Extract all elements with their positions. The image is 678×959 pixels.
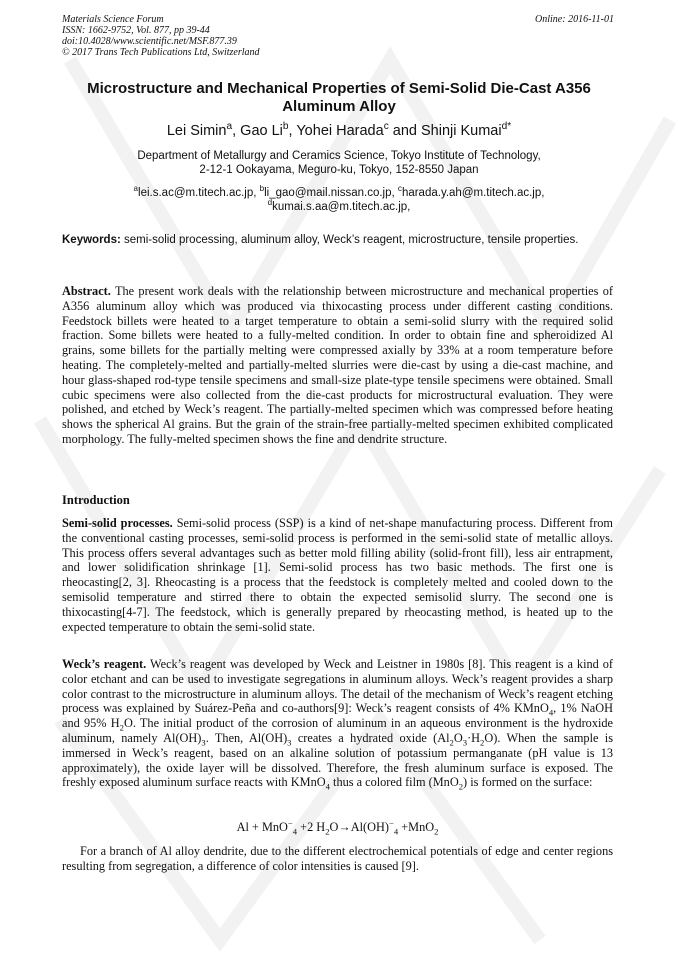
semi-solid-label: Semi-solid processes. — [62, 516, 173, 530]
title-line-2: Aluminum Alloy — [282, 98, 396, 115]
author-separator: , — [232, 123, 241, 139]
equation-term: Al + MnO — [236, 820, 288, 834]
keywords-text: semi-solid processing, aluminum alloy, Weck’s reagent, microstructure, tensile properties. — [120, 234, 579, 246]
subscript: 2 — [458, 781, 464, 792]
affiliation-line-2: 2-12-1 Ookayama, Meguro-ku, Tokyo, 152-8550 Japan — [199, 164, 479, 176]
equation-term: +2 H — [297, 820, 326, 834]
introduction-heading: Introduction — [62, 493, 130, 507]
email-mark: b — [259, 184, 265, 194]
keywords-label: Keywords: — [62, 234, 121, 246]
semi-solid-text: Semi-solid process (SSP) is a kind of net-shape manufacturing process. Different from the conventional casting processes, semi-solid process is performed in the semi-solid state of metallic alloys. This process offers several advantages such as better mold filling ability (solid-front fill), less air entrapment, and lower solidification shrinkage [1]. Semi-solid process has two basic methods. The first one is rheocasting[2, 3]. Rheocasting is a process that the feedstock is completely melted and cooled down to the semisolid temperature and stirred there to obtain the expected semisolid slurry. The second one is thixocasting[4-7]. The feedstock, which is generally prepared by rheocasting method, is heated up to the expected temperature to obtain the semi-solid state. — [62, 516, 613, 634]
weck-text: , 1% NaOH and 95% H — [62, 701, 613, 731]
subscript: 2 — [119, 722, 124, 733]
email-mark: a — [133, 184, 139, 194]
subscript: 3 — [201, 737, 206, 748]
keywords — [62, 234, 613, 248]
author-name: Yohei Harada — [296, 123, 384, 139]
email-link[interactable]: lei.s.ac@m.titech.ac.jp, — [138, 187, 260, 199]
author-name: Shinji Kumai — [421, 123, 502, 139]
subscript: 2 — [480, 737, 485, 748]
affiliation-line-1: Department of Metallurgy and Ceramics Science, Tokyo Institute of Technology, — [137, 150, 541, 162]
author-separator: and — [388, 123, 421, 139]
email-line-2 — [62, 200, 616, 214]
weck-text: O. The initial product of the corrosion of aluminum in an aqueous environment is the hydroxide aluminum, namely Al(OH) — [62, 716, 613, 745]
online-date: Online: 2016-11-01 — [535, 14, 614, 25]
weck-text: ) is formed on the surface: — [463, 775, 593, 790]
weck-text: O). When the sample is immersed in Weck’s reagent, based on an alkaline solution of potassium permanganate (pH value is 13 approximately), the oxide layer will be dissolved. Therefore, the fresh aluminum surface is exposed. The freshly exposed aluminum surface reacts with KMnO — [62, 730, 613, 790]
author-mark: b — [282, 121, 289, 133]
email-link[interactable]: harada.y.ah@m.titech.ac.jp, — [401, 187, 545, 199]
subscript: 3 — [287, 737, 292, 748]
weck-text: O — [453, 730, 463, 745]
email-link[interactable]: li_gao@mail.nissan.co.jp, — [264, 187, 398, 199]
email-mark: d — [267, 198, 273, 208]
email-link[interactable]: kumai.s.aa@m.titech.ac.jp, — [272, 201, 411, 213]
semi-solid-paragraph — [62, 516, 613, 634]
issn-line: ISSN: 1662-9752, Vol. 877, pp 39-44 — [62, 25, 210, 36]
title-line-1: Microstructure and Mechanical Properties of Semi-Solid Die-Cast A356 — [87, 80, 591, 97]
author-list — [62, 122, 616, 140]
author-mark: a — [226, 121, 233, 133]
equation-term: +MnO — [398, 820, 435, 834]
dendrite-paragraph: For a branch of Al alloy dendrite, due to the different electrochemical potentials of edge and center regions resulting from segregation, a difference of color intensities is caused [9]. — [62, 844, 613, 873]
journal-name: Materials Science Forum — [62, 14, 164, 25]
author-mark: c — [383, 121, 389, 133]
subscript: 4 — [292, 826, 298, 837]
weck-text: ·H — [467, 730, 481, 745]
subscript: 4 — [393, 826, 399, 837]
subscript: 4 — [548, 707, 554, 718]
abstract-text: The present work deals with the relationship between microstructure and mechanical properties of A356 aluminum alloy which was produced via thixocasting process under different casting conditions. Feedstock billets were heated to a target temperature to obtain a semi-solid slurry with the required solid fraction. Some billets were heated to a fully-melted condition. In order to obtain fine and spheroidized Al grains, some billets for the partially melting were compressed axially by 33% at a room temperature before heating. The completely-melted and partially-melted slurries were die-cast by using a die-cast machine, and hour glass-shaped rod-type tensile specimens and small-size plate-type tensile specimens were obtained. Small cubic specimens were also collected from the die-cast products for microstructural evaluation. They were polished, and etched by Weck’s reagent. The partially-melted specimen which was compressed before heating shows the spherical Al grains. But the grain of the strain-free partially-melted specimen exhibited complicated morphology. The fully-melted specimen shows the fine and dendrite structure. — [62, 284, 613, 446]
charge: − — [388, 817, 394, 828]
weck-text: creates a hydrated oxide (Al — [291, 730, 450, 745]
equation-term: O→Al(OH) — [329, 820, 389, 834]
author-name: Lei Simin — [166, 123, 227, 139]
journal-header — [62, 14, 260, 58]
author-emails — [62, 186, 616, 214]
email-line-1 — [62, 186, 616, 200]
chemical-equation — [62, 817, 613, 837]
subscript: 4 — [325, 781, 330, 792]
subscript: 2 — [449, 737, 454, 748]
doi-line: doi:10.4028/www.scientific.net/MSF.877.39 — [62, 36, 237, 47]
subscript: 2 — [434, 826, 439, 837]
email-mark: c — [397, 184, 402, 194]
weck-text: Weck’s reagent was developed by Weck and Leistner in 1980s [8]. This reagent is a kind of color etchant and can be used to investigate segregations in aluminum alloys. Weck’s reagent provides a sharp color contrast to the microstructure in aluminum alloys. The detail of the mechanism of Weck’s reagent etching process was explained by Suárez-Peña and co-authors[9]: Weck’s reagent consists of 4% KMnO — [62, 657, 614, 716]
charge: − — [287, 817, 293, 828]
abstract — [62, 284, 613, 447]
copyright-line: © 2017 Trans Tech Publications Ltd, Switzerland — [62, 47, 260, 58]
subscript: 3 — [462, 737, 468, 748]
weck-text: . Then, Al(OH) — [205, 730, 288, 745]
affiliation — [62, 149, 616, 177]
author-name: Gao Li — [240, 123, 283, 139]
abstract-label: Abstract. — [62, 284, 111, 298]
weck-paragraph — [62, 657, 613, 790]
paper-title — [62, 80, 616, 116]
subscript: 2 — [325, 826, 330, 837]
weck-label: Weck’s reagent. — [62, 657, 147, 671]
author-mark: d* — [501, 121, 512, 133]
author-separator: , — [288, 123, 297, 139]
weck-text: thus a colored film (MnO — [329, 775, 459, 790]
